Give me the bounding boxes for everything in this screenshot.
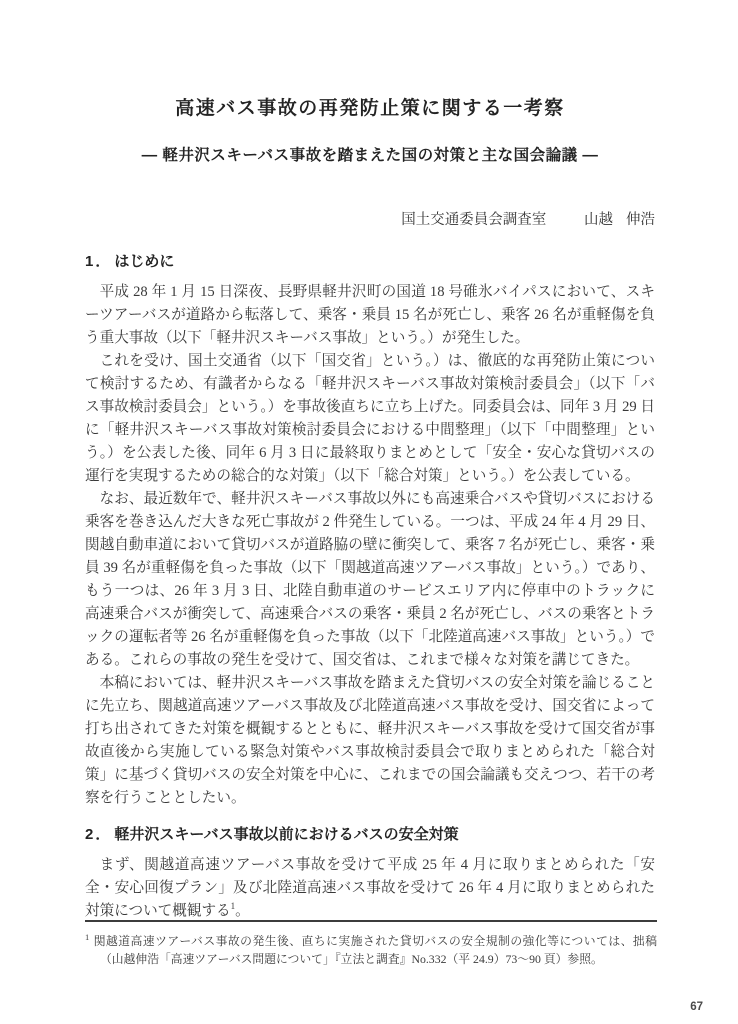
section-1-paragraph-4: 本稿においては、軽井沢スキーバス事故を踏まえた貸切バスの安全対策を論じることに先立ち、関越道高速ツアーバス事故及び北陸道高速バス事故を受け、国交省によって打ち出されてきた対策を概観するとともに、軽井沢スキーバス事故を受けて国交省が事故直後から実施している緊急対策やバス事故検討委員会で取りまとめられた「総合対策」に基づく貸切バスの安全対策を中心に、これまでの国会論議も交えつつ、若干の考察を行うこととしたい。 bbox=[85, 675, 655, 806]
section-1-paragraph-2: これを受け、国土交通省（以下「国交省」という。）は、徹底的な再発防止策について検討するため、有識者からなる「軽井沢スキーバス事故対策検討委員会」（以下「バス事故検討委員会」という。）を事故後直ちに立ち上げた。同委員会は、同年 3 月 29 日に「軽井沢スキーバス事故対策検討委員会における中間整理」（以下「中間整理」という。）を公表した後、同年 6 月 3 日に最終取りまとめとして「安全・安心な貸切バスの運行を実現するための総合的な対策」（以下「総合対策」という。）を公表している。 bbox=[85, 353, 655, 484]
section-2-heading-text: 軽井沢スキーバス事故以前におけるバスの安全対策 bbox=[114, 826, 459, 843]
section-2-paragraph-text: まず、関越道高速ツアーバス事故を受けて平成 25 年 4 月に取りまとめられた「安全・安心回復プラン」及び北陸道高速バス事故を受けて 26 年 4 月に取りまとめられた対策について概観する bbox=[85, 857, 655, 919]
section-2-number: 2． bbox=[85, 826, 113, 843]
footnote-separator-rule bbox=[85, 920, 657, 922]
author-line bbox=[85, 210, 655, 231]
footnote-text bbox=[85, 928, 657, 969]
section-1-number: 1． bbox=[85, 253, 113, 270]
page-subtitle: ― 軽井沢スキーバス事故を踏まえた国の対策と主な国会論議 ― bbox=[141, 147, 599, 164]
page-number: 67 bbox=[690, 1001, 703, 1013]
section-2-heading bbox=[85, 825, 655, 845]
footnote-marker: 1 bbox=[85, 932, 90, 942]
footnote-reference-marker: 1 bbox=[230, 901, 236, 912]
section-1-heading bbox=[85, 252, 655, 272]
section-2-paragraph-end: 。 bbox=[235, 903, 250, 919]
author-affiliation: 国土交通委員会調査室 bbox=[401, 212, 547, 228]
section-1-paragraph-1: 平成 28 年 1 月 15 日深夜、長野県軽井沢町の国道 18 号碓氷バイパスにおいて、スキーツアーバスが道路から転落して、乗客・乗員 15 名が死亡し、乗客 26 名が重軽傷を負う重大事故（以下「軽井沢スキーバス事故」という。）が発生した。 bbox=[85, 284, 655, 346]
author-family-name: 山越 bbox=[583, 212, 613, 228]
article-content bbox=[85, 96, 655, 923]
page-title: 高速バス事故の再発防止策に関する一考察 bbox=[175, 98, 565, 119]
section-2-paragraph-1 bbox=[85, 854, 655, 923]
section-1-heading-text: はじめに bbox=[114, 253, 175, 270]
author-given-name: 伸浩 bbox=[626, 212, 655, 228]
section-1-paragraph-3: なお、最近数年で、軽井沢スキーバス事故以外にも高速乗合バスや貸切バスにおける乗客を巻き込んだ大きな死亡事故が 2 件発生している。一つは、平成 24 年 4 月 29 日、関越自動車道において貸切バスが道路脇の壁に衝突して、乗客 7 名が死亡し、乗客・乗員 39 名が重軽傷を負った事故（以下「関越道高速ツアーバス事故」という。）であり、もう一つは、26 年 3 月 3 日、北陸自動車道のサービスエリア内に停車中のトラックに高速乗合バスが衝突して、高速乗合バスの乗客・乗員 2 名が死亡し、バスの乗客とトラックの運転者等 26 名が重軽傷を負った事故（以下「北陸道高速バス事故」という。）である。これらの事故の発生を受けて、国交省は、これまで様々な対策を講じてきた。 bbox=[85, 491, 655, 668]
footnote-body: 関越道高速ツアーバス事故の発生後、直ちに実施された貸切バスの安全規制の強化等については、拙稿（山越伸浩「高速ツアーバス問題について」『立法と調査』No.332（平 24.9）73～90 頁）参照。 bbox=[93, 933, 657, 967]
footnote-block bbox=[85, 920, 657, 969]
